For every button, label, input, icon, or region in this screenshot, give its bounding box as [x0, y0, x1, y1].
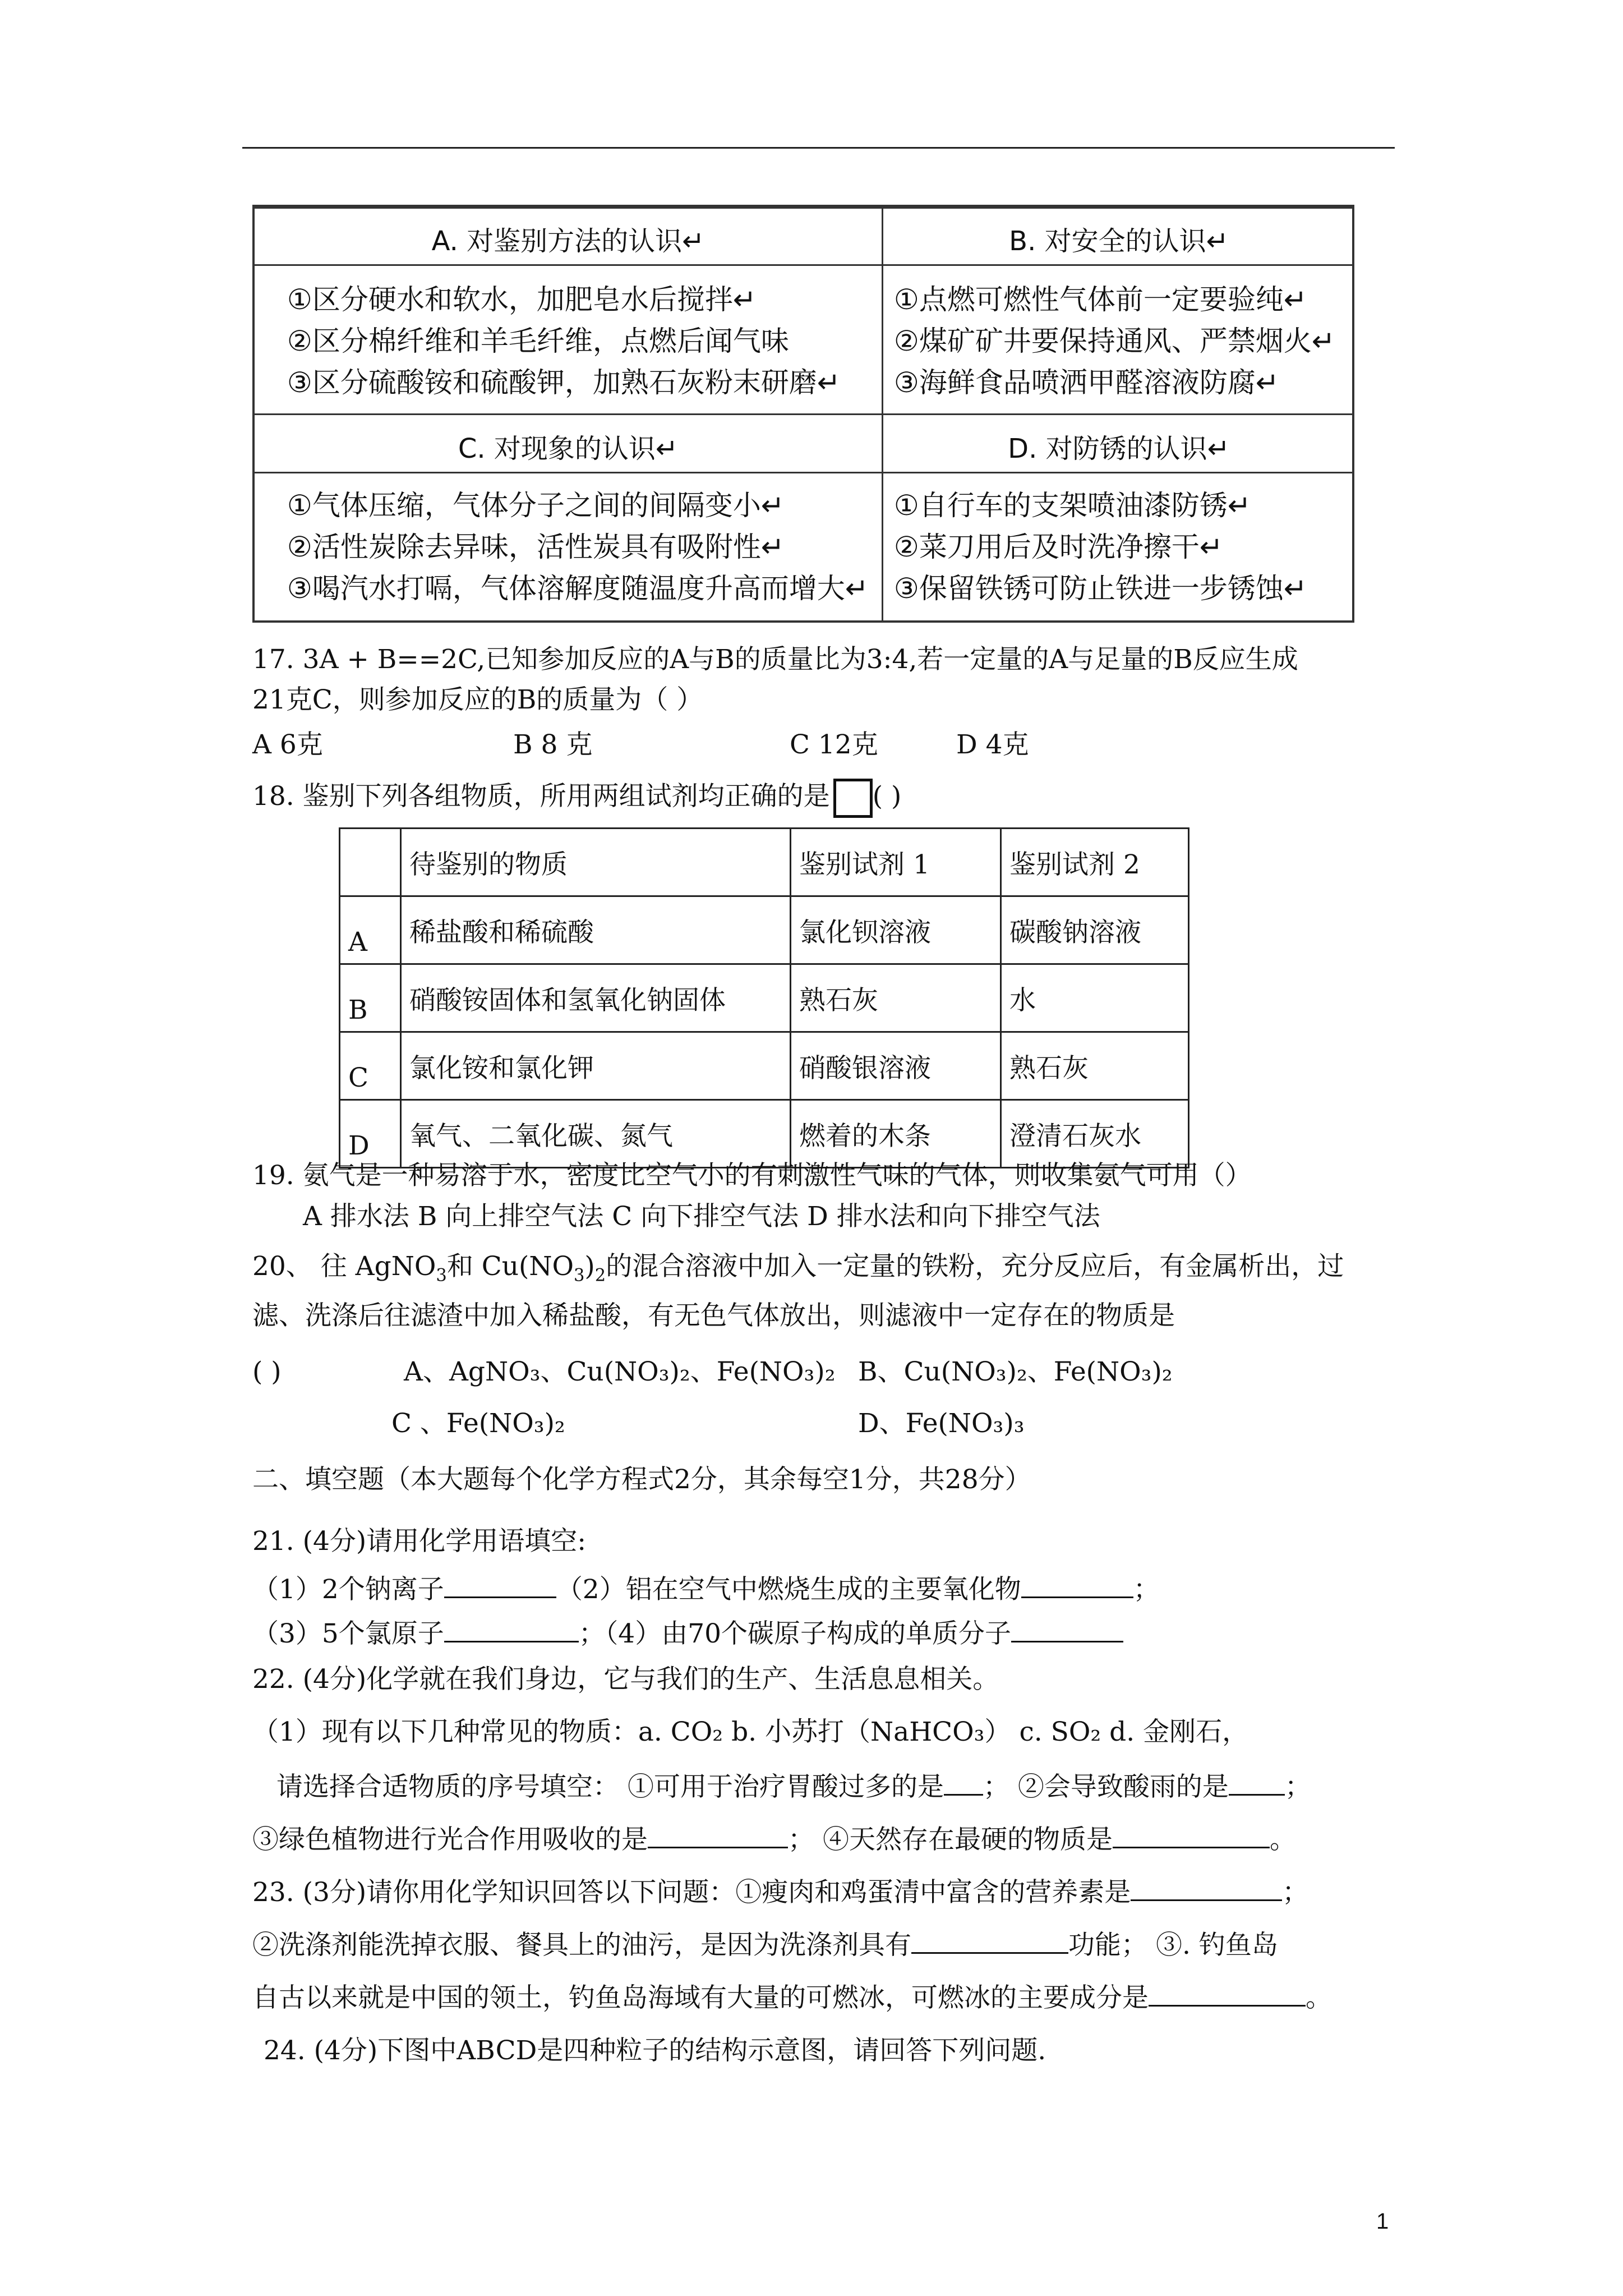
row-substance: 氧气、二氧化碳、氮气 [401, 1100, 791, 1168]
q20-line-1: 20、 往 AgNO$_3$和 $Cu(NO_3)_2$的混合溶液中加入一定量的铁粉，充分反应后，有金属析出，过 [252, 1251, 1344, 1286]
table-divider [255, 264, 1352, 266]
row-letter: B [340, 964, 401, 1032]
q17-option-d: D 4克 [956, 729, 1029, 760]
cell-c-line-1: ①气体压缩，气体分子之间的间隔变小↵ [287, 489, 785, 522]
row-substance: 稀盐酸和稀硫酸 [401, 896, 791, 964]
q23-line-3: 自古以来就是中国的领土，钓鱼岛海域有大量的可燃冰，可燃冰的主要成分是 。 [252, 1982, 1332, 2013]
cell-b-line-1: ①点燃可燃性气体前一定要验纯↵ [894, 283, 1307, 316]
q24-stem: 24. (4分)下图中ABCD是四种粒子的结构示意图，请回答下列问题. [264, 2035, 1046, 2066]
q19-stem: 19. 氨气是一种易溶于水，密度比空气小的有刺激性气味的气体，则收集氨气可用（） [252, 1160, 1252, 1191]
cell-d-line-3: ③保留铁锈可防止铁进一步锈蚀↵ [894, 572, 1307, 605]
row-substance: 氯化铵和氯化钾 [401, 1032, 791, 1100]
table-row [340, 964, 1189, 1032]
answer-blank[interactable] [1011, 1618, 1123, 1642]
table-divider [255, 472, 1352, 473]
cell-header-b: B. 对安全的认识↵ [1009, 226, 1229, 257]
answer-blank[interactable] [1021, 1574, 1133, 1598]
answer-blank[interactable] [911, 1930, 1068, 1954]
row-reagent-2: 熟石灰 [1001, 1032, 1189, 1100]
table-row [340, 1100, 1189, 1168]
row-letter: C [340, 1032, 401, 1100]
q21-line-2: （3）5个氯原子 ；（4）由70个碳原子构成的单质分子 [252, 1618, 1123, 1649]
row-letter: D [340, 1100, 401, 1168]
row-reagent-1: 氯化钡溶液 [791, 896, 1001, 964]
answer-blank[interactable] [944, 1772, 983, 1796]
q22-line-3: ③绿色植物进行光合作用吸收的是 ； ④天然存在最硬的物质是 。 [252, 1824, 1296, 1855]
q18-stem-text: 18. 鉴别下列各组物质，所用两组试剂均正确的是 [252, 781, 830, 812]
row-reagent-2: 碳酸钠溶液 [1001, 896, 1189, 964]
header-reagent-2: 鉴别试剂 2 [1001, 829, 1189, 896]
q21-stem: 21. (4分)请用化学用语填空: [252, 1526, 587, 1557]
reagent-table [339, 827, 1189, 1168]
row-reagent-2: 澄清石灰水 [1001, 1100, 1189, 1168]
q21-line-1: （1）2个钠离子 （2）铝在空气中燃烧生成的主要氧化物 ； [252, 1574, 1160, 1605]
q17-option-c: C 12克 [790, 729, 878, 760]
answer-blank[interactable] [1131, 1877, 1282, 1901]
q20-option-b: B、Cu(NO₃)₂、Fe(NO₃)₂ [858, 1356, 1173, 1387]
q22-line-2: 请选择合适物质的序号填空： ①可用于治疗胃酸过多的是 ； ②会导致酸雨的是 ； [276, 1772, 1311, 1802]
cell-d-line-2: ②菜刀用后及时洗净擦干↵ [894, 531, 1223, 563]
cell-header-a: A. 对鉴别方法的认识↵ [431, 226, 705, 257]
cell-a-line-3: ③区分硫酸铵和硫酸钾，加熟石灰粉末研磨↵ [287, 366, 841, 399]
answer-blank[interactable] [1149, 1982, 1306, 2007]
cell-a-line-1: ①区分硬水和软水，加肥皂水后搅拌↵ [287, 283, 757, 316]
knowledge-table [252, 205, 1354, 623]
row-letter: A [340, 896, 401, 964]
table-row [340, 829, 1189, 896]
answer-blank[interactable] [1113, 1824, 1270, 1848]
section-heading: 二、填空题（本大题每个化学方程式2分，其余每空1分，共28分） [252, 1464, 1031, 1495]
q22-stem: 22. (4分)化学就在我们身边，它与我们的生产、生活息息相关。 [252, 1664, 999, 1695]
cell-c-line-2: ②活性炭除去异味，活性炭具有吸附性↵ [287, 531, 785, 563]
q20-paren: ( ) [252, 1356, 282, 1387]
row-reagent-1: 硝酸银溶液 [791, 1032, 1001, 1100]
q17-line-2: 21克C，则参加反应的B的质量为（ ） [252, 684, 703, 715]
q19-options: A 排水法 B 向上排空气法 C 向下排空气法 D 排水法和向下排空气法 [303, 1201, 1100, 1232]
row-reagent-1: 燃着的木条 [791, 1100, 1001, 1168]
answer-box[interactable] [833, 779, 873, 818]
q20-option-c: C 、Fe(NO₃)₂ [391, 1408, 565, 1439]
cell-a-line-2: ②区分棉纤维和羊毛纤维，点燃后闻气味 [287, 325, 789, 357]
cell-header-d: D. 对防锈的认识↵ [1008, 433, 1230, 464]
q18-paren: ( ) [872, 781, 902, 812]
cell-b-line-3: ③海鲜食品喷洒甲醛溶液防腐↵ [894, 366, 1279, 399]
q23-line-1: 23. (3分)请你用化学知识回答以下问题：①瘦肉和鸡蛋清中富含的营养素是 ； [252, 1877, 1309, 1908]
cell-c-line-3: ③喝汽水打嗝，气体溶解度随温度升高而增大↵ [287, 572, 869, 605]
cell-header-c: C. 对现象的认识↵ [458, 433, 679, 464]
cell-d-line-1: ①自行车的支架喷油漆防锈↵ [894, 489, 1251, 522]
answer-blank[interactable] [444, 1618, 579, 1642]
page-number: 1 [1376, 2209, 1389, 2234]
answer-blank[interactable] [648, 1824, 788, 1848]
table-row [340, 1032, 1189, 1100]
header-reagent-1: 鉴别试剂 1 [791, 829, 1001, 896]
answer-blank[interactable] [1229, 1772, 1285, 1796]
q17-option-a: A 6克 [252, 729, 323, 760]
row-substance: 硝酸铵固体和氢氧化钠固体 [401, 964, 791, 1032]
q20-option-d: D、Fe(NO₃)₃ [858, 1408, 1025, 1439]
q20-line-2: 滤、洗涤后往滤渣中加入稀盐酸，有无色气体放出，则滤液中一定存在的物质是 [252, 1300, 1175, 1331]
row-reagent-2: 水 [1001, 964, 1189, 1032]
row-reagent-1: 熟石灰 [791, 964, 1001, 1032]
header-rule [242, 147, 1395, 149]
q22-line-1: （1）现有以下几种常见的物质：a. CO₂ b. 小苏打（NaHCO₃） c. SO₂ d. 金刚石， [252, 1717, 1249, 1747]
header-substance: 待鉴别的物质 [401, 829, 791, 896]
cell-b-line-2: ②煤矿矿井要保持通风、严禁烟火↵ [894, 325, 1335, 357]
q20-option-a: A、AgNO₃、Cu(NO₃)₂、Fe(NO₃)₂ [404, 1356, 836, 1387]
answer-blank[interactable] [444, 1574, 556, 1598]
q17-option-b: B 8 克 [513, 729, 593, 760]
q17-line-1: 17. 3A + B==2C,已知参加反应的A与B的质量比为3:4,若一定量的A与足量的B反应生成 [252, 644, 1298, 675]
q23-line-2: ②洗涤剂能洗掉衣服、餐具上的油污，是因为洗涤剂具有 功能； ③. 钓鱼岛 [252, 1930, 1278, 1961]
q18-stem [252, 779, 901, 818]
table-divider [255, 413, 1352, 415]
table-row [340, 896, 1189, 964]
